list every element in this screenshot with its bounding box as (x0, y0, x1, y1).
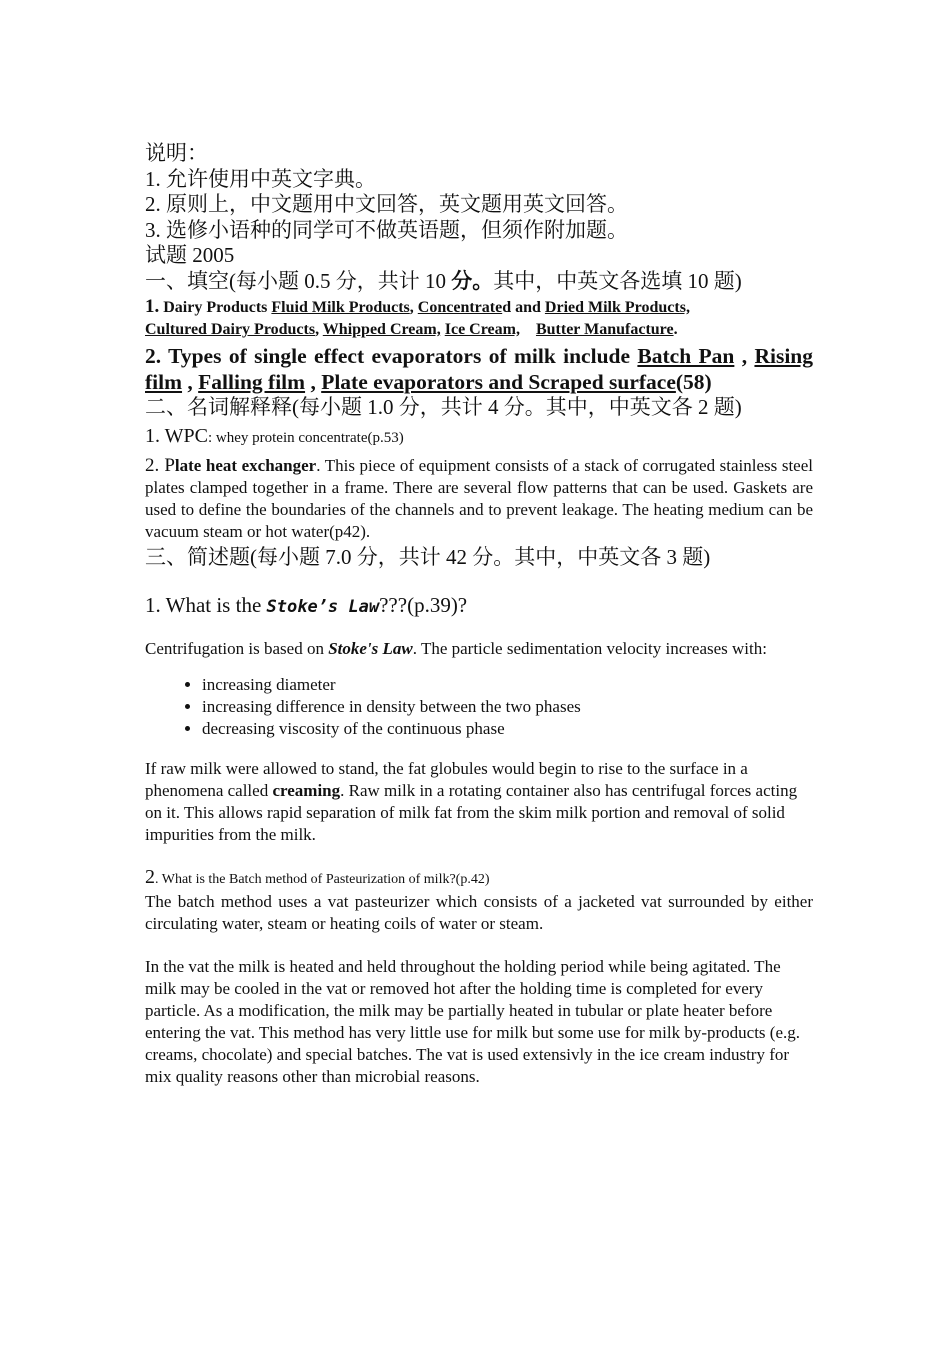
stokes-q-term: Stoke’s Law (266, 597, 380, 617)
rule-2: 2. 原则上，中文题用中文回答，英文题用英文回答。 (145, 192, 628, 216)
stokes-q-prefix: 1. What is the (145, 593, 267, 617)
q2-lead: 2. Types of single effect evaporators of milk include (145, 344, 638, 368)
rule-1: 1. 允许使用中英文字典。 (145, 166, 376, 191)
intro-heading: 说明： (145, 141, 208, 165)
answer-plate-scraped: Plate evaporators and Scraped surface (321, 370, 676, 394)
wpc-term: 1. WPC (145, 424, 208, 447)
stokes-intro (145, 638, 813, 660)
fill-question-2 (145, 343, 813, 395)
q1-sep: , (409, 299, 418, 316)
stokes-intro-b: . The particle sedimentation velocity increases with: (412, 639, 767, 658)
creaming-a: If raw milk were allowed to stand, the fat globules would begin to rise to the surface in a phenomena called (145, 759, 748, 800)
answer-fluid-milk: Fluid Milk Products (271, 299, 410, 316)
section2-title: 二、名词解释释(每小题 1.0 分，共计 4 分。其中，中英文各 2 题) (145, 395, 742, 419)
answer-batch-pan: Batch Pan (637, 344, 735, 368)
q1-and: d and (502, 299, 545, 316)
phe-term: late heat exchanger (174, 455, 317, 475)
answer-rising-film: Rising film (145, 344, 814, 394)
q2-sep: , (305, 370, 322, 394)
q1-sep: , (315, 321, 323, 338)
batch-paragraph-1: The batch method uses a vat pasteurizer which consists of a jacketed vat surrounded by either circulating water, steam or heating coils of water or steam. (145, 892, 813, 933)
q2-sep: , (734, 344, 755, 368)
answer-falling-film: Falling film (198, 370, 306, 394)
q1-sep (520, 321, 536, 338)
creaming-b: . Raw milk in a rotating container also has centrifugal forces acting on it. This allows rapid separation of milk fat from the skim milk portion and removal of solid impurities from the milk. (145, 781, 798, 844)
creaming-term: creaming (272, 781, 341, 800)
exam-title: 试题 2005 (145, 243, 235, 267)
answer-concentrated: Concentrate (417, 299, 503, 316)
fill-question-1 (145, 296, 813, 341)
stokes-intro-a: Centrifugation is based on (145, 639, 329, 658)
q2-end: (58) (675, 370, 712, 394)
phe-number: 2. P (145, 454, 175, 476)
q1-end: . (673, 321, 678, 338)
answer-whipped-cream: Whipped Cream, (322, 321, 441, 338)
stokes-q-suffix: ???(p.39)? (379, 593, 468, 617)
creaming-paragraph (145, 758, 813, 846)
section1-title-prefix: 一、填空(每小题 0.5 分，共计 10 (145, 268, 452, 293)
section1-title (145, 269, 813, 295)
stokes-question (145, 592, 813, 620)
answer-cultured-dairy: Cultured Dairy Products (145, 321, 316, 338)
answer-ice-cream: Ice Cream, (444, 321, 520, 338)
wpc-definition (145, 423, 813, 451)
answer-dried-milk: Dried Milk Products, (544, 299, 690, 316)
section3-title: 三、简述题(每小题 7.0 分，共计 42 分。其中，中英文各 3 题) (145, 544, 711, 569)
wpc-text: : whey protein concentrate(p.53) (207, 429, 404, 446)
batch-q-title: . What is the Batch method of Pasteurization of milk?(p.42) (155, 872, 490, 887)
batch-q-number: 2 (145, 866, 155, 888)
rule-3: 3. 选修小语种的同学可不做英语题，但须作附加题。 (145, 217, 628, 242)
batch-paragraph-2: In the vat the milk is heated and held throughout the holding period while being agitated. The milk may be cooled in the vat or removed hot after the holding time is completed for every particle. As a modification, the milk may be partially heated in tubular or plate heater before entering the vat. This method has very little use for milk but some use for milk by-products (e.g. creams, chocolate) and special batches. The vat is used extensivly in the ice cream industry for mix quality reasons other than microbial reasons. (145, 957, 800, 1086)
stokes-intro-term: Stoke's Law (328, 639, 413, 658)
stokes-factors-list (145, 674, 813, 740)
section1-title-suffix: 其中，中英文各选填 10 题) (493, 268, 742, 293)
phe-definition (145, 455, 813, 543)
q1-number: 1. (145, 296, 160, 317)
list-item: • increasing diameter (202, 674, 813, 696)
answer-butter: Butter Manufacture (535, 321, 674, 338)
list-item: • increasing difference in density between the two phases (202, 696, 813, 718)
batch-question (145, 866, 813, 891)
section1-title-bold: 分。 (451, 268, 494, 293)
q1-lead: Dairy Products (163, 299, 268, 316)
phe-text: . This piece of equipment consists of a stack of corrugated stainless steel plates clamped together in a frame. There are several flow patterns that can be used. Gaskets are used to define the boundaries of the channels and to prevent leakage. The heating medium can be vacuum steam or hot water(p42). (145, 455, 813, 541)
document-page (145, 141, 813, 1088)
list-item: • decreasing viscosity of the continuous phase (202, 718, 813, 740)
q2-sep: , (182, 370, 199, 394)
